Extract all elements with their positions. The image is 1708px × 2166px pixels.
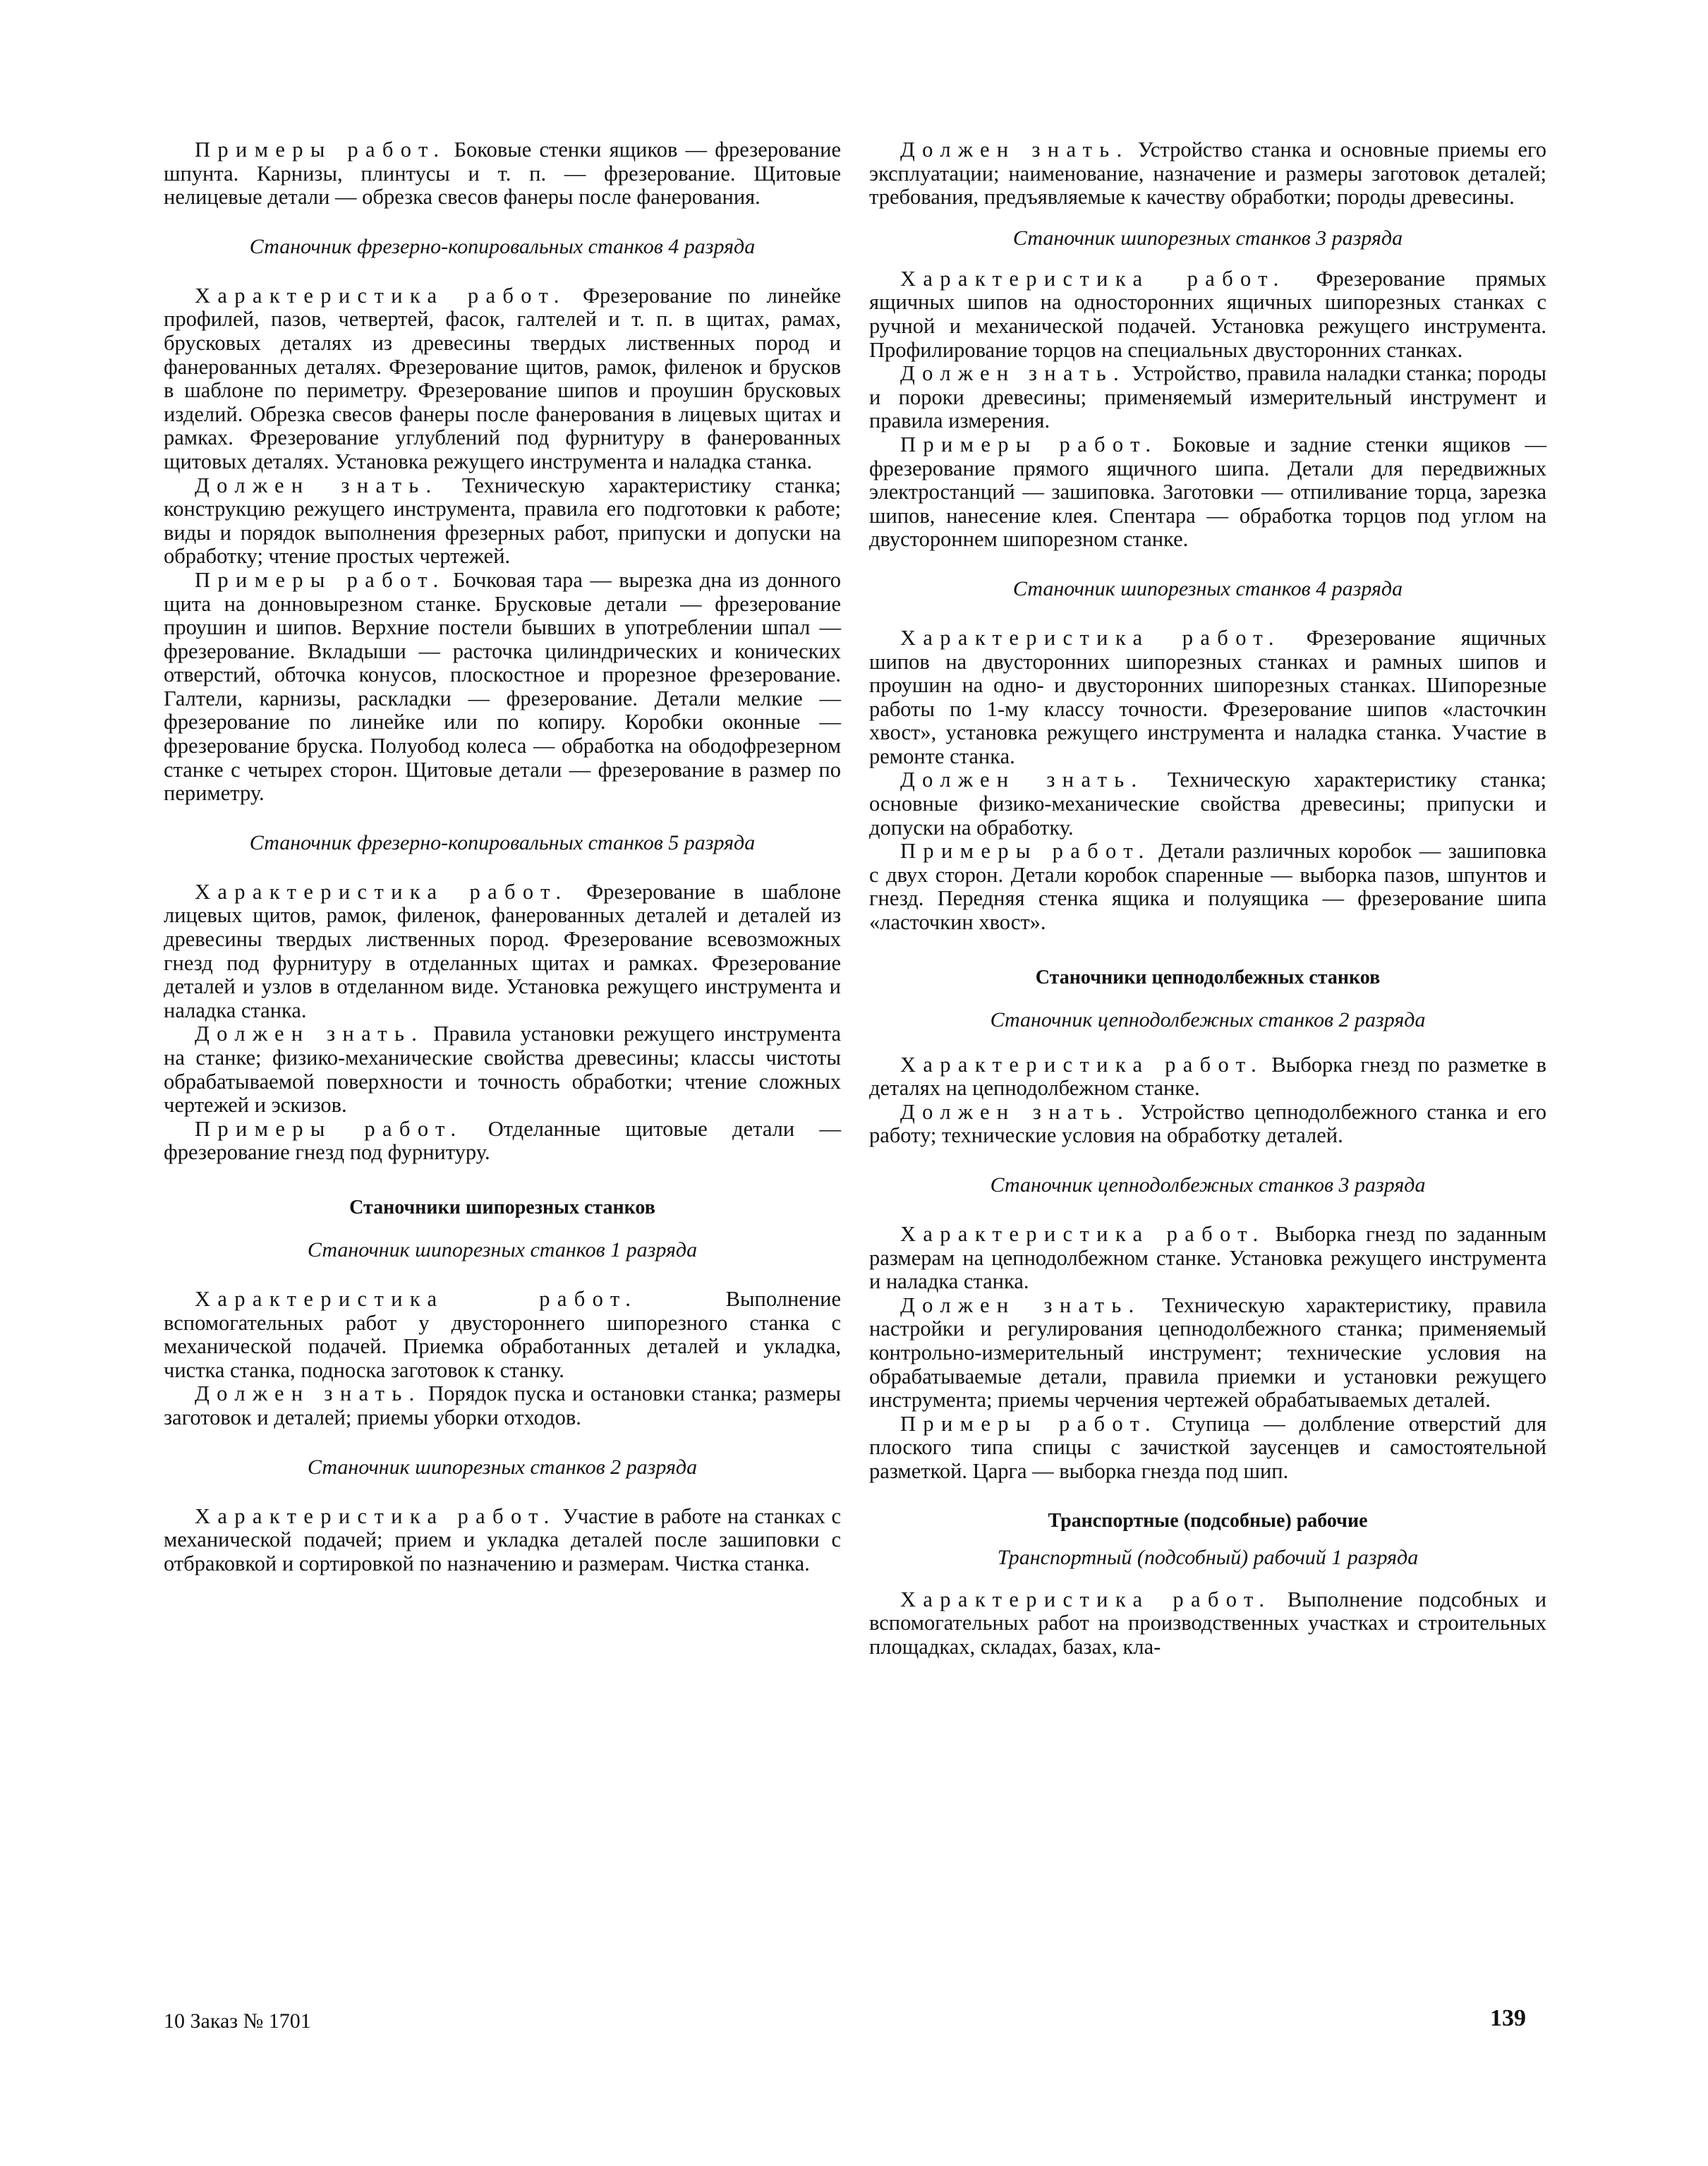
- paragraph-text: Выборка гнезд по разметке в деталях на цепнодолбежном станке.: [869, 1052, 1546, 1101]
- run-in-label: Характеристика работ.: [900, 1052, 1264, 1077]
- paragraph-text: Выполнение вспомогательных работ у двустороннего шипорезного станка с механической подачей. Приемка обработанных деталей и укладка, чистка станка, подноска заготовок к станку.: [164, 1286, 841, 1382]
- run-in-label: Характеристика работ.: [900, 1222, 1266, 1246]
- page-number: 139: [1490, 2005, 1526, 2031]
- paragraph-text: Детали различных коробок — зашиповка с двух сторон. Детали коробок спаренные — выборка пазов, шпунтов и гнезд. Передняя стенка ящика и полуящика — фрезерование шипа «ласточкин хвост».: [869, 839, 1546, 935]
- paragraph-text: Выборка гнезд по заданным размерам на цепнодолбежном станке. Установка режущего инструмента и наладка станка.: [869, 1222, 1547, 1294]
- paragraph-text: Ступица — долбление отверстий для плоского типа спицы с зачисткой заусенцев и самостоятельной разметкой. Царга — выборка гнезда под шип.: [869, 1411, 1546, 1483]
- run-in-label: Должен знать.: [900, 768, 1144, 792]
- subsection-heading: Транспортный (подсобный) рабочий 1 разряда: [997, 1545, 1419, 1569]
- paragraph: [164, 1288, 841, 1382]
- subsection-heading: Станочник шипорезных станков 1 разряда: [307, 1238, 698, 1262]
- paragraph-text: Устройство, правила наладки станка; породы и пороки древесины; применяемый измерительный инструмент и правила измерения.: [869, 361, 1546, 433]
- paragraph: [164, 881, 841, 1023]
- run-in-label: Должен знать.: [195, 473, 439, 497]
- paragraph: [869, 1223, 1546, 1294]
- paragraph: [869, 768, 1546, 840]
- run-in-label: Характеристика работ.: [195, 283, 567, 308]
- paragraph: [869, 1294, 1546, 1412]
- subsection-heading: Станочник шипорезных станков 2 разряда: [307, 1455, 698, 1479]
- paragraph-text: Техническую характеристику станка; конструкцию режущего инструмента, правила его подготовки к работе; виды и порядок выполнения фрезерных работ, припуски и допуски на обработку; чтение простых чертежей.: [164, 473, 841, 569]
- paragraph-text: Бочковая тара — вырезка дна из донного щита на донновырезном станке. Брусковые детали — фрезерование проушин и шипов. Верхние постели бывших в употреблении шпал — фрезерование. Вкладыши — расточка цилиндрических и конических отверстий, обточка конусов, плоскостное и прорезное фрезерование. Галтели, карнизы, раскладки — фрезерование. Детали мелкие — фрезерование по линейке или по копиру. Коробки оконные — фрезерование бруска. Полуобод колеса — обработка на ободофрезерном станке с четырех сторон. Щитовые детали — фрезерование в размер по периметру.: [164, 567, 841, 806]
- paragraph: [164, 1118, 841, 1165]
- left-column: [164, 138, 841, 1575]
- paragraph: [164, 1505, 841, 1576]
- paragraph: [869, 267, 1546, 362]
- paragraph-text: Боковые и задние стенки ящиков — фрезерование прямого ящичного шипа. Детали для передвижных электростанций — зашиповка. Заготовки — отпиливание торца, зарезка шипов, нанесение клея. Спентара — обработка торцов под углом на двустороннем шипорезном станке.: [869, 432, 1546, 552]
- subsection-heading: Станочник шипорезных станков 3 разряда: [1012, 226, 1403, 250]
- subsection-heading: Станочник цепнодолбежных станков 3 разряда: [990, 1173, 1426, 1197]
- paragraph-text: Правила установки режущего инструмента на станке; физико-механические свойства древесины; классы чистоты обрабатываемой поверхности и точность обработки; чтение сложных чертежей и эскизов.: [164, 1022, 841, 1118]
- run-in-label: Должен знать.: [900, 1293, 1141, 1317]
- paragraph: [164, 474, 841, 569]
- paragraph: [164, 569, 841, 806]
- run-in-label: Примеры работ.: [900, 432, 1158, 456]
- right-column: [869, 138, 1546, 1659]
- subsection-heading: Станочник фрезерно-копировальных станков 5 разряда: [249, 830, 756, 854]
- paragraph-text: Фрезерование в шаблоне лицевых щитов, рамок, филенок, фанерованных деталей и деталей из древесины твердых лиственных пород. Фрезерование всевозможных гнезд под фурнитуру в отделанных щитах и рамках. Фрезерование деталей и узлов в отделанном виде. Установка режущего инструмента и наладка станка.: [164, 879, 841, 1022]
- run-in-label: Характеристика работ.: [195, 1504, 557, 1528]
- run-in-label: Характеристика работ.: [900, 1587, 1272, 1611]
- paragraph-text: Боковые стенки ящиков — фрезерование шпунта. Карнизы, плинтусы и т. п. — фрезерование. Щитовые нелицевые детали — обрезка свесов фанеры после фанерования.: [164, 138, 841, 210]
- paragraph-text: Устройство цепнодолбежного станка и его работу; технические условия на обработку деталей.: [869, 1099, 1546, 1148]
- run-in-label: Примеры работ.: [195, 567, 446, 592]
- section-heading: Станочники цепнодолбежных станков: [1035, 966, 1381, 988]
- paragraph: [869, 1588, 1546, 1659]
- paragraph: [164, 1022, 841, 1117]
- run-in-label: Примеры работ.: [900, 839, 1151, 864]
- paragraph-text: Фрезерование ящичных шипов на двусторонних шипорезных станках и рамных шипов и проушин на одно- и двусторонних шипорезных станках. Шипорезные работы по 1-му классу точности. Фрезерование шипов «ласточкин хвост», установка режущего инструмента и наладка станка. Участие в ремонте станка.: [869, 625, 1546, 768]
- subsection-heading: Станочник шипорезных станков 4 разряда: [1012, 576, 1403, 600]
- run-in-label: Должен знать.: [195, 1022, 425, 1046]
- paragraph: [164, 138, 841, 210]
- run-in-label: Примеры работ.: [900, 1411, 1158, 1436]
- subsection-heading: Станочник цепнодолбежных станков 2 разряда: [990, 1008, 1426, 1031]
- paragraph: [869, 138, 1546, 210]
- run-in-label: Характеристика работ.: [195, 879, 569, 904]
- section-heading: Станочники шипорезных станков: [349, 1196, 655, 1218]
- paragraph: [869, 627, 1546, 769]
- paragraph-text: Устройство станка и основные приемы его эксплуатации; наименование, назначение и размеры заготовок деталей; требования, предъявляемые к качеству обработки; породы древесины.: [869, 138, 1546, 210]
- run-in-label: Должен знать.: [195, 1381, 422, 1406]
- run-in-label: Должен знать.: [900, 138, 1129, 162]
- printer-order-mark: 10 Заказ № 1701: [164, 2009, 311, 2033]
- paragraph-text: Техническую характеристику, правила настройки и регулирования цепнодолбежного станка; применяемый контрольно-измерительный инструмент; технические условия на обрабатываемые детали, правила приемки и установки режущего инструмента; приемы черчения чертежей обрабатываемых деталей.: [869, 1293, 1546, 1412]
- run-in-label: Должен знать.: [900, 361, 1127, 386]
- paragraph: [869, 1412, 1546, 1484]
- subsection-heading: Станочник фрезерно-копировальных станков 4 разряда: [249, 234, 756, 258]
- paragraph: [869, 840, 1546, 934]
- paragraph: [869, 1053, 1546, 1101]
- run-in-label: Должен знать.: [900, 1099, 1131, 1124]
- paragraph-text: Фрезерование прямых ящичных шипов на односторонних ящичных шипорезных станках с ручной и механической подачей. Установка режущего инструмента. Профилирование торцов на специальных двусторонних станках.: [869, 266, 1546, 362]
- paragraph: [164, 284, 841, 474]
- paragraph-text: Техническую характеристику станка; основные физико-механические свойства древесины; припуски и допуски на обработку.: [869, 768, 1546, 840]
- paragraph-text: Фрезерование по линейке профилей, пазов, четвертей, фасок, галтелей и т. п. в щитах, рамах, брусковых деталях из древесины твердых лиственных пород и фанерованных деталях. Фрезерование щитов, рамок, филенок и брусков в шаблоне по периметру. Фрезерование шипов и проушин брусковых изделий. Обрезка свесов фанеры после фанерования в лицевых щитах и рамках. Фрезерование углублений под фурнитуру в фанерованных щитовых деталях. Установка режущего инструмента и наладка станка.: [164, 283, 842, 473]
- run-in-label: Характеристика работ.: [195, 1286, 638, 1311]
- paragraph-text: Отделанные щитовые детали — фрезерование гнезд под фурнитуру.: [164, 1116, 841, 1165]
- paragraph: [869, 362, 1546, 433]
- run-in-label: Характеристика работ.: [900, 266, 1286, 291]
- paragraph-text: Выполнение подсобных и вспомогательных работ на производственных участках и строительных площадках, складах, базах, кла-: [869, 1587, 1547, 1659]
- run-in-label: Примеры работ.: [195, 1116, 464, 1141]
- run-in-label: Примеры работ.: [195, 138, 447, 162]
- paragraph: [869, 1101, 1546, 1148]
- run-in-label: Характеристика работ.: [900, 625, 1281, 650]
- paragraph: [869, 433, 1546, 552]
- section-heading: Транспортные (подсобные) рабочие: [1048, 1509, 1368, 1532]
- paragraph-text: Порядок пуска и остановки станка; размеры заготовок и деталей; приемы уборки отходов.: [164, 1381, 841, 1429]
- paragraph-text: Участие в работе на станках с механической подачей; прием и укладка деталей после зашиповки с отбраковкой и сортировкой по назначению и размерам. Чистка станка.: [164, 1504, 841, 1575]
- paragraph: [164, 1382, 841, 1429]
